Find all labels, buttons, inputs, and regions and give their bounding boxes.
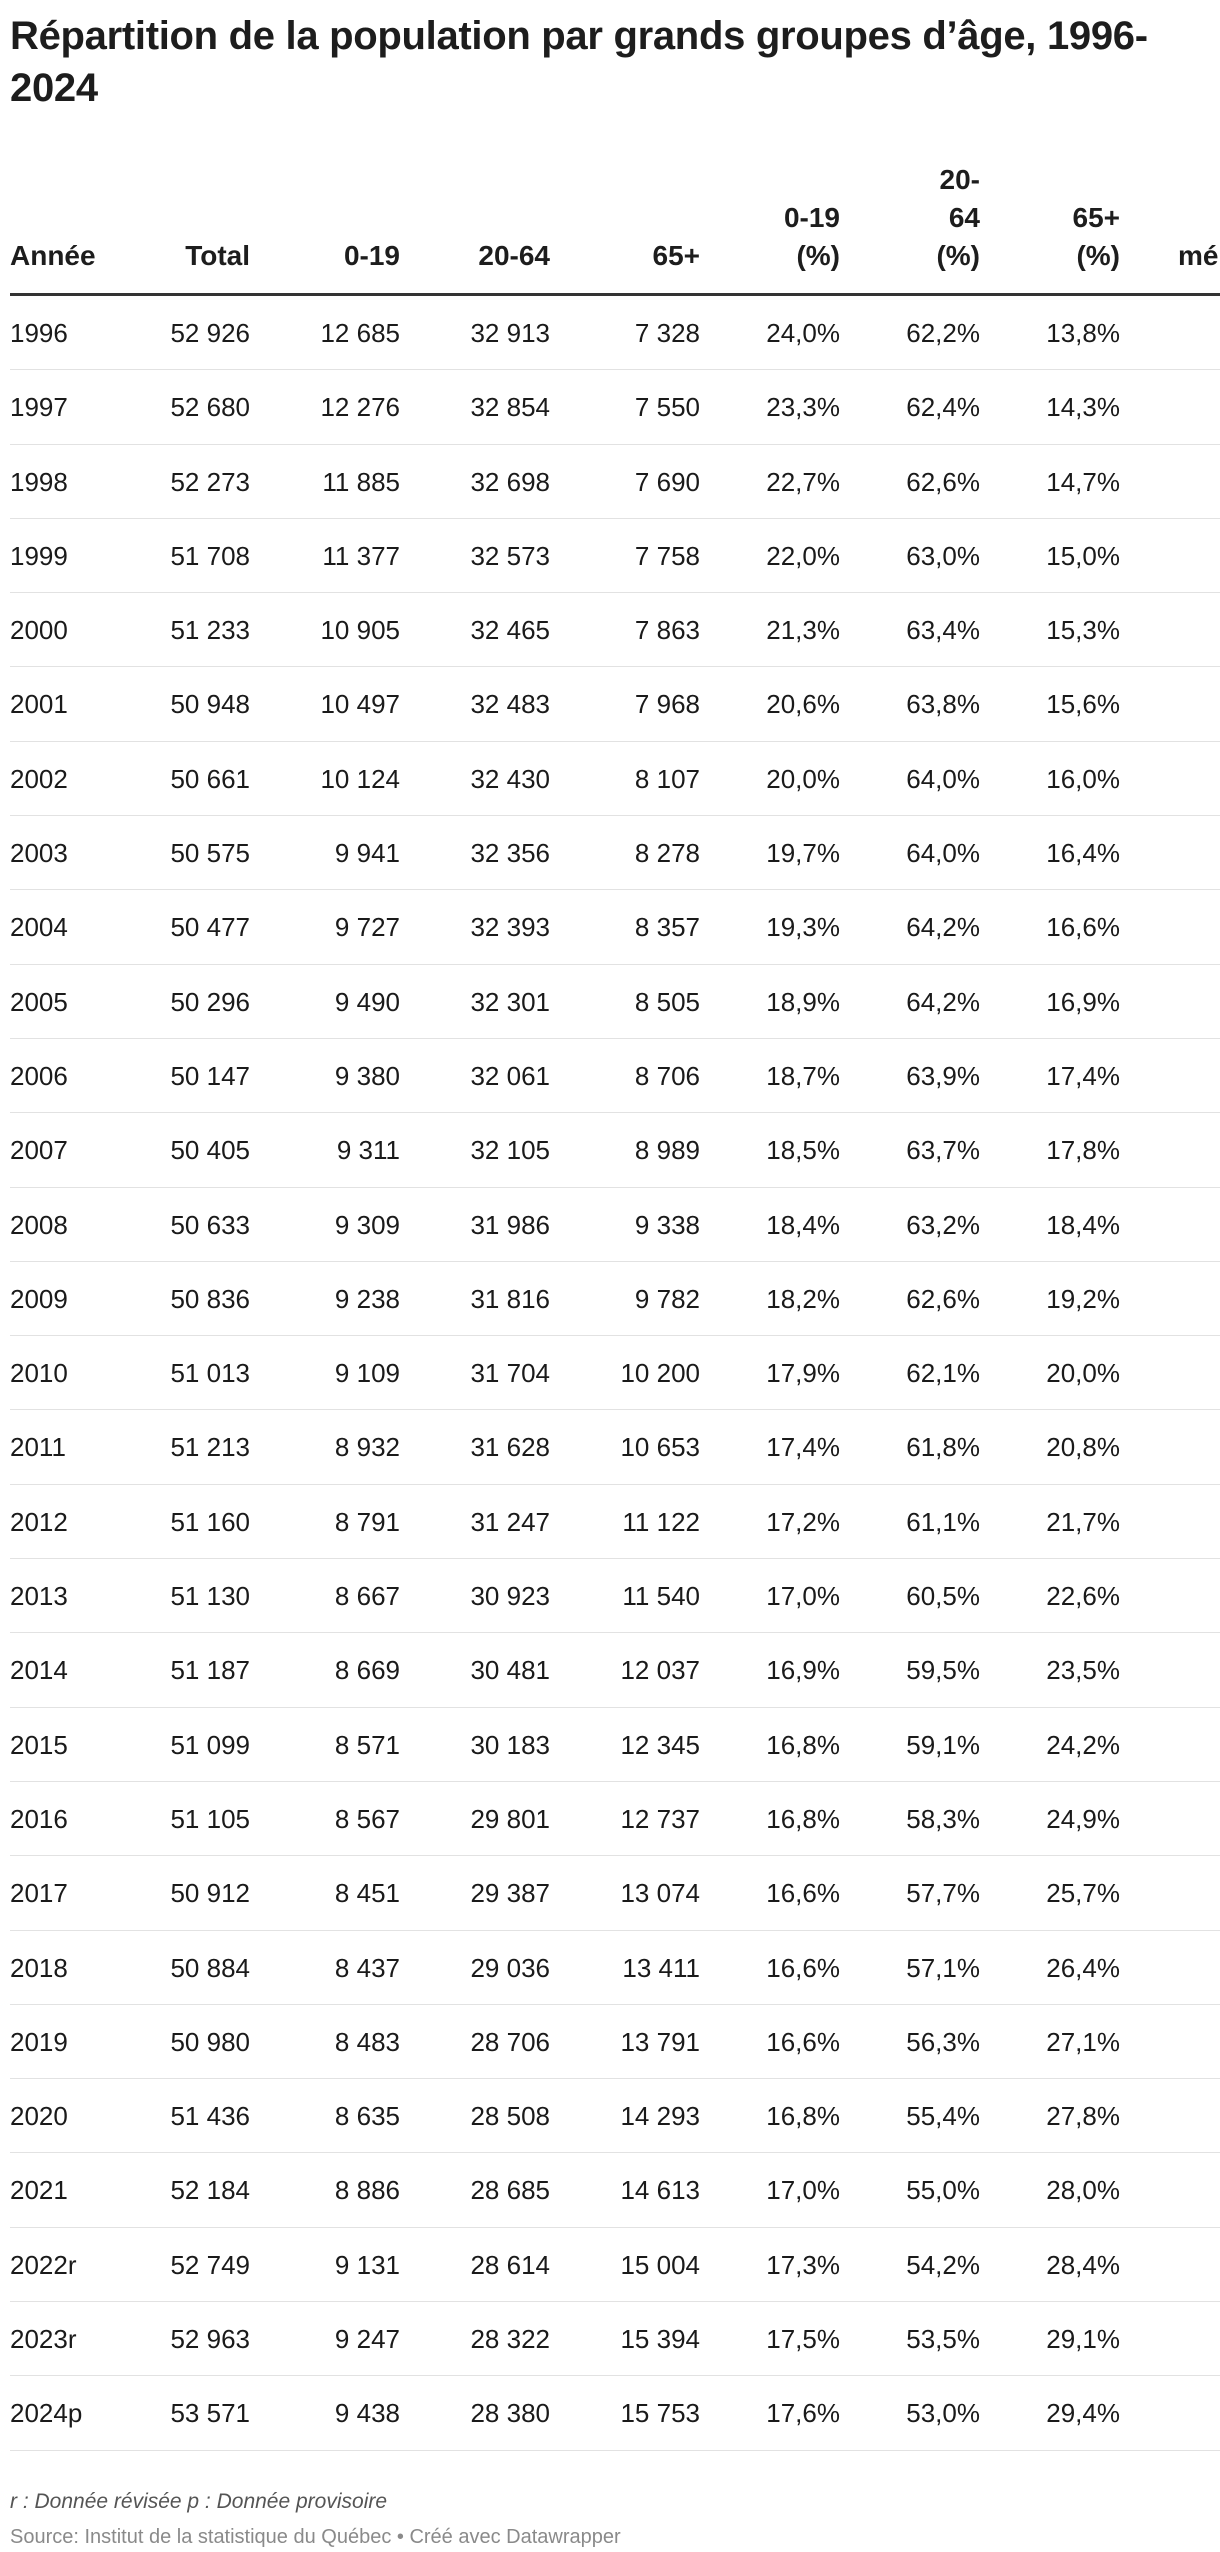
table-cell: 50 980 <box>170 2026 250 2057</box>
column-header-line: mé <box>1178 240 1219 271</box>
table-cell: 7 328 <box>634 318 700 348</box>
table-cell: 1996 <box>10 318 68 348</box>
table-cell: 16,8% <box>766 2101 840 2132</box>
table-row <box>10 1410 1220 1484</box>
column-header-line: 65+ <box>652 240 700 271</box>
table-cell: 52 680 <box>170 392 250 423</box>
table-cell: 22,6% <box>1046 1581 1120 1612</box>
table-cell: 2014 <box>10 1655 68 1686</box>
table-cell: 53,5% <box>906 2324 980 2355</box>
table-cell: 27,8% <box>1046 2101 1120 2132</box>
table-cell: 17,5% <box>766 2324 840 2355</box>
table-cell: 13 074 <box>620 1878 700 1909</box>
column-header-line: (%) <box>936 240 980 271</box>
table-cell: 31 986 <box>470 1209 550 1240</box>
column-header-line: Année <box>10 240 96 271</box>
table-cell: 18,4% <box>1046 1209 1120 1240</box>
table-cell: 30 183 <box>470 1729 550 1760</box>
table-cell: 2004 <box>10 912 68 943</box>
table-cell: 53 571 <box>170 2398 250 2429</box>
table-cell: 15 753 <box>620 2398 700 2429</box>
table-cell: 25,7% <box>1046 1878 1120 1909</box>
column-header-line: 65+ <box>1072 202 1120 233</box>
table-cell: 23,5% <box>1046 1655 1120 1686</box>
table-cell: 17,3% <box>766 2249 840 2280</box>
table-cell: 2013 <box>10 1581 68 1612</box>
table-cell: 61,1% <box>906 1506 980 1537</box>
table-cell: 2000 <box>10 615 68 646</box>
table-cell: 28 322 <box>470 2324 550 2355</box>
table-row <box>10 445 1220 519</box>
table-cell: 32 105 <box>470 1135 550 1166</box>
column-header <box>390 237 550 275</box>
table-cell: 17,0% <box>766 2175 840 2206</box>
data-table <box>10 150 1220 2451</box>
table-cell: 29 801 <box>470 1803 550 1834</box>
table-cell: 63,9% <box>906 1060 980 1091</box>
table-cell: 11 885 <box>322 466 400 497</box>
table-cell: 24,0% <box>766 318 840 348</box>
table-cell: 10 905 <box>320 615 400 646</box>
table-cell: 50 948 <box>170 689 250 720</box>
table-cell: 19,3% <box>766 912 840 943</box>
table-cell: 51 099 <box>170 1729 250 1760</box>
footer-note: r : Donnée révisée p : Donnée provisoire <box>10 2490 388 2513</box>
table-cell: 32 061 <box>470 1060 550 1091</box>
page-title: Répartition de la population par grands groupes d’âge, 1996-2024 <box>10 14 1148 110</box>
table-cell: 9 309 <box>334 1209 400 1240</box>
table-cell: 30 923 <box>470 1581 550 1612</box>
table-cell: 29 387 <box>470 1878 550 1909</box>
table-cell: 12 345 <box>620 1729 700 1760</box>
table-cell: 13,8% <box>1046 318 1120 348</box>
table-row <box>10 667 1220 741</box>
table-cell: 16,6% <box>766 1878 840 1909</box>
table-cell: 63,0% <box>906 540 980 571</box>
table-cell: 2019 <box>10 2026 68 2057</box>
table-cell: 28 614 <box>470 2249 550 2280</box>
table-cell: 51 436 <box>170 2101 250 2132</box>
table-cell: 55,0% <box>906 2175 980 2206</box>
table-cell: 8 278 <box>634 838 700 869</box>
table-cell: 53,0% <box>906 2398 980 2429</box>
table-cell: 8 886 <box>334 2175 400 2206</box>
table-row <box>10 1262 1220 1336</box>
table-cell: 7 690 <box>634 466 700 497</box>
table-row <box>10 2005 1220 2079</box>
table-cell: 52 273 <box>170 466 250 497</box>
table-row <box>10 742 1220 816</box>
table-row <box>10 2079 1220 2153</box>
table-cell: 7 968 <box>634 689 700 720</box>
table-cell: 32 430 <box>470 763 550 794</box>
table-row <box>10 370 1220 444</box>
table-cell: 2010 <box>10 1358 68 1389</box>
table-cell: 17,4% <box>766 1432 840 1463</box>
table-cell: 9 311 <box>336 1135 400 1166</box>
table-cell: 28 508 <box>470 2101 550 2132</box>
table-cell: 10 200 <box>620 1358 700 1389</box>
table-cell: 2012 <box>10 1506 68 1537</box>
column-header-line: 64 <box>948 202 980 233</box>
table-cell: 9 727 <box>334 912 400 943</box>
table-cell: 32 356 <box>470 838 550 869</box>
table-cell: 2020 <box>10 2101 68 2132</box>
table-cell: 32 854 <box>470 392 550 423</box>
column-header <box>240 237 400 275</box>
table-cell: 28,0% <box>1046 2175 1120 2206</box>
table-cell: 15,6% <box>1046 689 1120 720</box>
table-cell: 28 685 <box>470 2175 550 2206</box>
table-cell: 19,7% <box>766 838 840 869</box>
table-cell: 1997 <box>10 392 68 423</box>
table-cell: 21,3% <box>766 615 840 646</box>
table-cell: 2002 <box>10 763 68 794</box>
table-cell: 55,4% <box>906 2101 980 2132</box>
footer-source: Source: Institut de la statistique du Québec • Créé avec Datawrapper <box>10 2526 621 2548</box>
table-cell: 8 437 <box>334 1952 400 1983</box>
table-cell: 29,1% <box>1046 2324 1120 2355</box>
table-row <box>10 519 1220 593</box>
table-cell: 13 411 <box>622 1952 700 1983</box>
table-cell: 8 669 <box>334 1655 400 1686</box>
table-cell: 20,8% <box>1046 1432 1120 1463</box>
table-cell: 52 926 <box>170 318 250 348</box>
table-cell: 62,6% <box>906 466 980 497</box>
table-cell: 2008 <box>10 1209 68 1240</box>
table-cell: 8 667 <box>334 1581 400 1612</box>
table-body <box>10 296 1220 2451</box>
table-cell: 18,5% <box>766 1135 840 1166</box>
table-cell: 24,2% <box>1046 1729 1120 1760</box>
table-cell: 61,8% <box>906 1432 980 1463</box>
table-cell: 60,5% <box>906 1581 980 1612</box>
table-cell: 18,2% <box>766 1283 840 1314</box>
table-cell: 30 481 <box>470 1655 550 1686</box>
table-cell: 51 233 <box>170 615 250 646</box>
table-cell: 16,6% <box>766 2026 840 2057</box>
table-row <box>10 1931 1220 2005</box>
table-cell: 13 791 <box>620 2026 700 2057</box>
table-cell: 16,9% <box>766 1655 840 1686</box>
table-cell: 21,7% <box>1046 1506 1120 1537</box>
table-cell: 54,2% <box>906 2249 980 2280</box>
table-cell: 8 571 <box>334 1729 400 1760</box>
table-cell: 8 483 <box>334 2026 400 2057</box>
table-cell: 51 708 <box>170 540 250 571</box>
table-cell: 15,0% <box>1046 540 1120 571</box>
table-cell: 51 013 <box>170 1358 250 1389</box>
table-cell: 50 296 <box>170 986 250 1017</box>
table-cell: 57,1% <box>906 1952 980 1983</box>
table-cell: 16,4% <box>1046 838 1120 869</box>
table-cell: 18,9% <box>766 986 840 1017</box>
table-cell: 20,0% <box>1046 1358 1120 1389</box>
table-cell: 57,7% <box>906 1878 980 1909</box>
table-cell: 11 540 <box>622 1581 700 1612</box>
column-header-line: 20-64 <box>478 240 550 271</box>
table-cell: 8 505 <box>634 986 700 1017</box>
table-row <box>10 1559 1220 1633</box>
table-cell: 7 758 <box>634 540 700 571</box>
table-cell: 52 963 <box>170 2324 250 2355</box>
column-header <box>540 237 700 275</box>
table-row <box>10 965 1220 1039</box>
column-header <box>830 161 980 275</box>
table-cell: 2022r <box>10 2249 77 2280</box>
table-cell: 62,6% <box>906 1283 980 1314</box>
table-cell: 51 105 <box>170 1803 250 1834</box>
table-cell: 18,4% <box>766 1209 840 1240</box>
table-cell: 51 160 <box>170 1506 250 1537</box>
table-row <box>10 1188 1220 1262</box>
table-cell: 32 573 <box>470 540 550 571</box>
table-cell: 58,3% <box>906 1803 980 1834</box>
column-header <box>1178 237 1220 275</box>
table-cell: 8 989 <box>634 1135 700 1166</box>
table-cell: 63,7% <box>906 1135 980 1166</box>
table-cell: 17,2% <box>766 1506 840 1537</box>
table-cell: 9 380 <box>334 1060 400 1091</box>
table-row <box>10 2228 1220 2302</box>
table-cell: 2021 <box>10 2175 68 2206</box>
table-cell: 11 377 <box>322 540 400 571</box>
table-cell: 2017 <box>10 1878 68 1909</box>
table-row <box>10 2376 1220 2450</box>
table-cell: 22,7% <box>766 466 840 497</box>
table-cell: 50 147 <box>170 1060 250 1091</box>
table-cell: 2001 <box>10 689 68 720</box>
table-cell: 32 465 <box>470 615 550 646</box>
table-cell: 26,4% <box>1046 1952 1120 1983</box>
table-cell: 62,4% <box>906 392 980 423</box>
table-cell: 9 782 <box>634 1283 700 1314</box>
table-cell: 14,7% <box>1046 466 1120 497</box>
table-cell: 50 405 <box>170 1135 250 1166</box>
table-cell: 32 698 <box>470 466 550 497</box>
table-cell: 59,1% <box>906 1729 980 1760</box>
column-header-line: (%) <box>796 240 840 271</box>
table-cell: 2023r <box>10 2324 77 2355</box>
table-cell: 2006 <box>10 1060 68 1091</box>
table-cell: 24,9% <box>1046 1803 1120 1834</box>
table-row <box>10 1782 1220 1856</box>
table-cell: 10 653 <box>620 1432 700 1463</box>
table-cell: 8 567 <box>334 1803 400 1834</box>
table-cell: 64,2% <box>906 912 980 943</box>
column-header <box>690 199 840 275</box>
table-cell: 50 912 <box>170 1878 250 1909</box>
table-cell: 16,8% <box>766 1729 840 1760</box>
table-cell: 10 124 <box>320 763 400 794</box>
table-cell: 32 393 <box>470 912 550 943</box>
table-cell: 32 483 <box>470 689 550 720</box>
table-cell: 8 451 <box>334 1878 400 1909</box>
table-row <box>10 890 1220 964</box>
table-cell: 8 357 <box>634 912 700 943</box>
table-cell: 28,4% <box>1046 2249 1120 2280</box>
table-cell: 11 122 <box>622 1506 700 1537</box>
table-cell: 20,0% <box>766 763 840 794</box>
table-cell: 50 836 <box>170 1283 250 1314</box>
table-cell: 51 187 <box>170 1655 250 1686</box>
table-cell: 9 247 <box>334 2324 400 2355</box>
table-cell: 29,4% <box>1046 2398 1120 2429</box>
column-header <box>90 237 250 275</box>
table-cell: 14 613 <box>620 2175 700 2206</box>
table-cell: 12 685 <box>320 318 400 348</box>
table-row <box>10 1485 1220 1559</box>
table-row <box>10 1113 1220 1187</box>
table-row <box>10 1633 1220 1707</box>
table-cell: 2007 <box>10 1135 68 1166</box>
table-cell: 22,0% <box>766 540 840 571</box>
table-cell: 56,3% <box>906 2026 980 2057</box>
table-cell: 8 635 <box>334 2101 400 2132</box>
table-cell: 23,3% <box>766 392 840 423</box>
table-cell: 8 932 <box>334 1432 400 1463</box>
column-header-line: (%) <box>1076 240 1120 271</box>
table-cell: 12 276 <box>320 392 400 423</box>
table-cell: 17,8% <box>1046 1135 1120 1166</box>
table-cell: 7 550 <box>634 392 700 423</box>
table-cell: 31 816 <box>470 1283 550 1314</box>
table-cell: 59,5% <box>906 1655 980 1686</box>
table-cell: 16,0% <box>1046 763 1120 794</box>
column-header-line: 0-19 <box>343 240 400 271</box>
table-cell: 12 737 <box>620 1803 700 1834</box>
table-row <box>10 816 1220 890</box>
table-cell: 16,8% <box>766 1803 840 1834</box>
table-cell: 31 628 <box>470 1432 550 1463</box>
table-cell: 51 130 <box>170 1581 250 1612</box>
table-cell: 1999 <box>10 540 68 571</box>
table-cell: 15 004 <box>620 2249 700 2280</box>
table-cell: 9 941 <box>334 838 400 869</box>
table-cell: 18,7% <box>766 1060 840 1091</box>
table-cell: 50 633 <box>170 1209 250 1240</box>
table-cell: 1998 <box>10 466 68 497</box>
table-cell: 29 036 <box>470 1952 550 1983</box>
table-cell: 9 338 <box>634 1209 700 1240</box>
table-cell: 9 131 <box>334 2249 400 2280</box>
column-header-line: 20- <box>939 164 980 195</box>
table-cell: 31 247 <box>470 1506 550 1537</box>
table-cell: 2016 <box>10 1803 68 1834</box>
table-cell: 17,0% <box>766 1581 840 1612</box>
table-cell: 7 863 <box>634 615 700 646</box>
table-cell: 28 706 <box>470 2026 550 2057</box>
column-header-line: 0-19 <box>783 202 840 233</box>
table-cell: 2009 <box>10 1283 68 1314</box>
table-cell: 17,9% <box>766 1358 840 1389</box>
table-row <box>10 1039 1220 1113</box>
table-cell: 14 293 <box>620 2101 700 2132</box>
table-cell: 50 884 <box>170 1952 250 1983</box>
table-header-row <box>10 150 1220 296</box>
table-cell: 63,8% <box>906 689 980 720</box>
table-cell: 51 213 <box>170 1432 250 1463</box>
table-cell: 62,2% <box>906 318 980 348</box>
table-cell: 50 575 <box>170 838 250 869</box>
column-header <box>970 199 1120 275</box>
table-cell: 63,2% <box>906 1209 980 1240</box>
table-cell: 27,1% <box>1046 2026 1120 2057</box>
table-cell: 32 913 <box>470 318 550 348</box>
table-row <box>10 2153 1220 2227</box>
table-cell: 64,0% <box>906 838 980 869</box>
table-cell: 12 037 <box>620 1655 700 1686</box>
table-cell: 62,1% <box>906 1358 980 1389</box>
table-cell: 16,6% <box>1046 912 1120 943</box>
table-cell: 2011 <box>10 1432 66 1463</box>
table-cell: 63,4% <box>906 615 980 646</box>
table-cell: 31 704 <box>470 1358 550 1389</box>
table-cell: 2024p <box>10 2398 83 2429</box>
table-cell: 2015 <box>10 1729 68 1760</box>
table-cell: 28 380 <box>470 2398 550 2429</box>
table-row <box>10 1336 1220 1410</box>
table-cell: 9 109 <box>334 1358 400 1389</box>
table-cell: 10 497 <box>320 689 400 720</box>
table-row <box>10 1856 1220 1930</box>
column-header-line: Total <box>185 240 250 271</box>
table-cell: 14,3% <box>1046 392 1120 423</box>
table-cell: 17,6% <box>766 2398 840 2429</box>
table-row <box>10 1708 1220 1782</box>
table-cell: 8 107 <box>634 763 700 794</box>
table-cell: 15 394 <box>620 2324 700 2355</box>
table-row <box>10 296 1220 370</box>
table-cell: 16,9% <box>1046 986 1120 1017</box>
table-cell: 9 438 <box>334 2398 400 2429</box>
table-cell: 32 301 <box>470 986 550 1017</box>
table-cell: 15,3% <box>1046 615 1120 646</box>
table-cell: 9 490 <box>334 986 400 1017</box>
table-cell: 50 661 <box>170 763 250 794</box>
table-row <box>10 593 1220 667</box>
table-cell: 9 238 <box>334 1283 400 1314</box>
table-cell: 52 184 <box>170 2175 250 2206</box>
table-cell: 64,2% <box>906 986 980 1017</box>
table-cell: 64,0% <box>906 763 980 794</box>
table-cell: 52 749 <box>170 2249 250 2280</box>
table-cell: 50 477 <box>170 912 250 943</box>
table-cell: 2005 <box>10 986 68 1017</box>
table-cell: 16,6% <box>766 1952 840 1983</box>
table-cell: 8 791 <box>334 1506 400 1537</box>
table-cell: 8 706 <box>634 1060 700 1091</box>
table-cell: 19,2% <box>1046 1283 1120 1314</box>
table-cell: 2018 <box>10 1952 68 1983</box>
table-cell: 20,6% <box>766 689 840 720</box>
table-row <box>10 2302 1220 2376</box>
table-cell: 2003 <box>10 838 68 869</box>
table-cell: 17,4% <box>1046 1060 1120 1091</box>
